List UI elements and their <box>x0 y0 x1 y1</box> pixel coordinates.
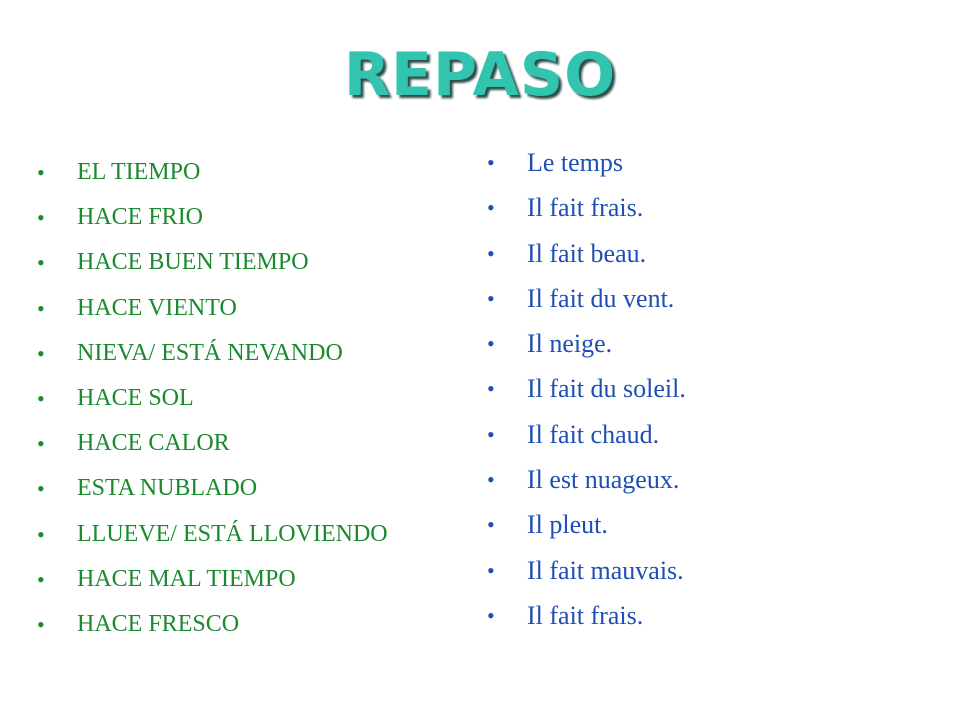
bullet-icon: • <box>37 521 45 547</box>
slide-title: REPASO <box>343 40 617 110</box>
french-list-item <box>487 457 686 502</box>
french-list-item-text: Il fait chaud. <box>527 419 660 449</box>
bullet-icon: • <box>487 602 495 628</box>
spanish-list-item-text: LLUEVE/ ESTÁ LLOVIENDO <box>77 520 388 547</box>
bullet-icon: • <box>37 160 45 185</box>
spanish-list-item <box>37 331 388 376</box>
bullet-icon: • <box>487 421 495 447</box>
spanish-list-item-text: HACE VIENTO <box>77 294 237 321</box>
bullet-icon: • <box>37 205 45 231</box>
french-list-item-text: Il pleut. <box>527 510 608 540</box>
spanish-list-item-text: HACE CALOR <box>77 430 230 457</box>
spanish-list-item <box>37 195 388 240</box>
spanish-list-item-text: HACE FRESCO <box>77 610 240 637</box>
french-list-item <box>487 366 686 411</box>
spanish-list-item <box>37 466 388 511</box>
french-list-item-text: Il fait mauvais. <box>527 555 684 585</box>
french-list-item-text: Il fait du vent. <box>527 283 675 313</box>
french-list-item-text: Il fait frais. <box>527 193 644 223</box>
spanish-list-item <box>37 421 388 466</box>
french-list-item <box>487 412 686 457</box>
french-weather-list <box>487 140 686 638</box>
french-list-item <box>487 321 686 366</box>
bullet-icon: • <box>37 476 45 502</box>
french-list-item-text: Il fait frais. <box>527 600 644 630</box>
french-list-item <box>487 231 686 276</box>
french-list-item-text: Le temps <box>527 148 624 177</box>
french-list-item-text: Il fait du soleil. <box>527 374 686 404</box>
bullet-icon: • <box>37 385 45 411</box>
bullet-icon: • <box>37 431 45 457</box>
french-list-item <box>487 502 686 547</box>
spanish-list-item-text: HACE BUEN TIEMPO <box>77 249 309 276</box>
french-list-item-text: Il fait beau. <box>527 238 647 268</box>
spanish-list-item <box>37 240 388 285</box>
bullet-icon: • <box>487 467 495 493</box>
french-list-item-text: Il est nuageux. <box>527 465 680 495</box>
spanish-list-item <box>37 150 388 195</box>
french-list-item <box>487 185 686 230</box>
french-list-item <box>487 593 686 638</box>
bullet-icon: • <box>37 611 45 637</box>
spanish-list-item <box>37 602 388 647</box>
bullet-icon: • <box>487 512 495 538</box>
french-list-item-text: Il neige. <box>527 329 613 359</box>
spanish-list-item <box>37 286 388 331</box>
bullet-icon: • <box>487 150 495 175</box>
bullet-icon: • <box>37 340 45 366</box>
spanish-list-item <box>37 512 388 557</box>
spanish-list-item-text: HACE MAL TIEMPO <box>77 565 296 592</box>
bullet-icon: • <box>37 295 45 321</box>
bullet-icon: • <box>37 250 45 276</box>
french-list-item <box>487 276 686 321</box>
bullet-icon: • <box>487 195 495 221</box>
spanish-list-item <box>37 376 388 421</box>
bullet-icon: • <box>487 240 495 266</box>
spanish-list-item-text: EL TIEMPO <box>77 159 201 185</box>
spanish-list-item-text: ESTA NUBLADO <box>77 475 258 502</box>
spanish-list-item-text: HACE FRIO <box>77 204 204 231</box>
spanish-list-item <box>37 557 388 602</box>
bullet-icon: • <box>487 557 495 583</box>
spanish-list-item-text: HACE SOL <box>77 384 194 411</box>
french-list-item <box>487 140 686 185</box>
bullet-icon: • <box>487 285 495 311</box>
spanish-list-item-text: NIEVA/ ESTÁ NEVANDO <box>77 339 343 366</box>
spanish-weather-list <box>37 150 388 647</box>
bullet-icon: • <box>37 566 45 592</box>
bullet-icon: • <box>487 331 495 357</box>
french-list-item <box>487 548 686 593</box>
bullet-icon: • <box>487 376 495 402</box>
